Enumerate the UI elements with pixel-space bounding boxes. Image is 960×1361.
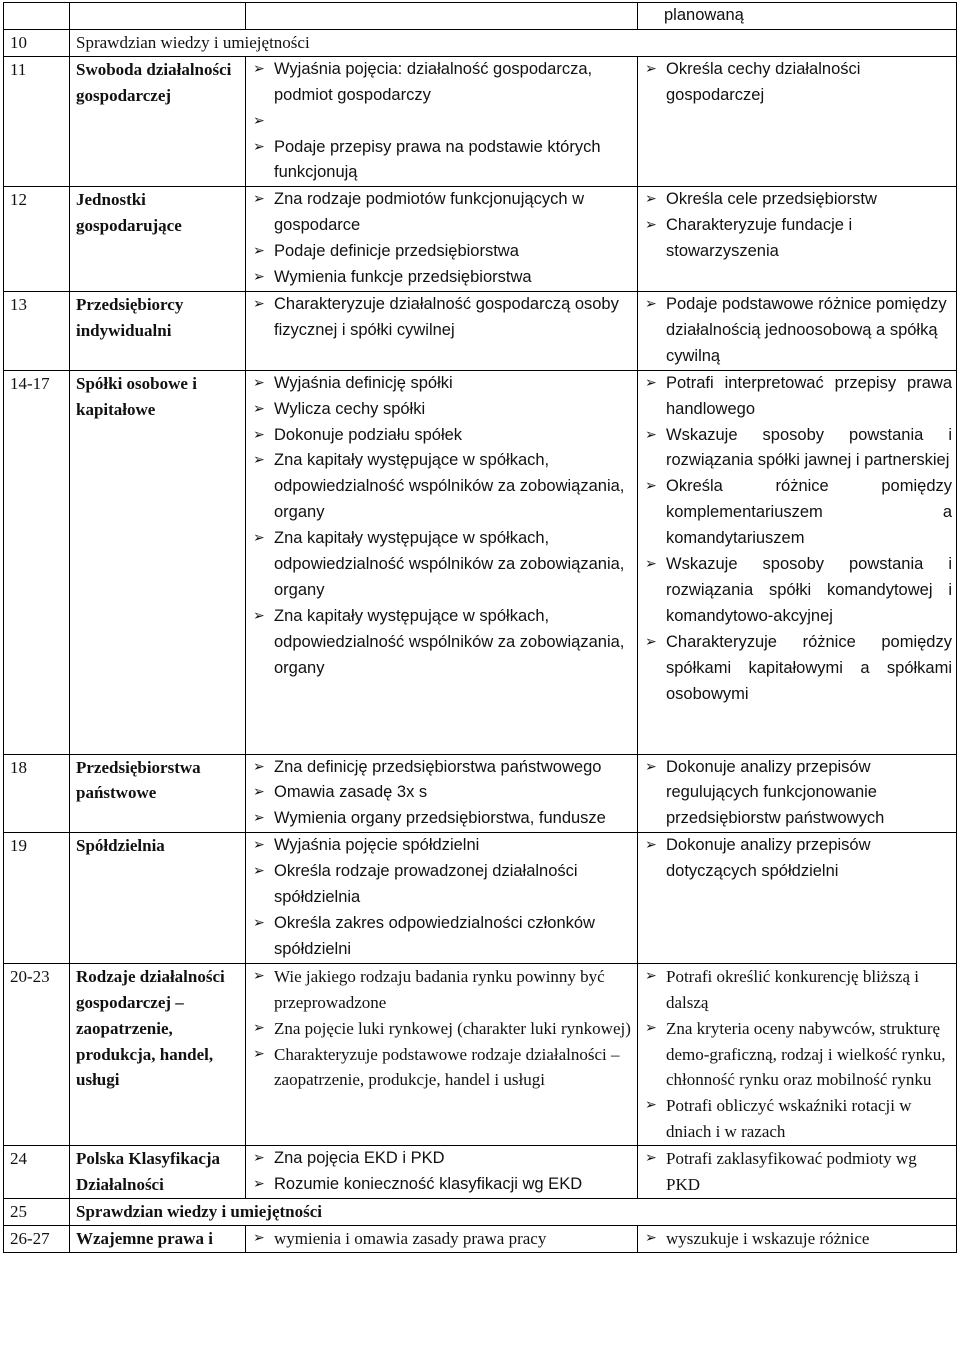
cell-basic	[246, 56, 638, 187]
cell-basic	[246, 370, 638, 754]
basic-item: ➢ Wyjaśnia pojęcia: działalność gospodarcza, podmiot gospodarczy	[252, 57, 633, 109]
cell-num: 11	[4, 56, 70, 187]
table-row-18	[4, 754, 957, 833]
table-row-12	[4, 187, 957, 292]
cell-extended	[638, 291, 957, 370]
basic-item: ➢ Podaje przepisy prawa na podstawie których funkcjonują	[252, 135, 633, 187]
cell-extended	[638, 3, 957, 30]
extended-item: ➢ Zna kryteria oceny nabywców, strukturę demo-graficzną, rodzaj i wielkość rynku, chłonność rynku oraz mobilność rynku	[644, 1016, 952, 1094]
cell-topic: Przedsiębiorstwa państwowe	[70, 754, 246, 833]
extended-item: ➢ Potrafi określić konkurencję bliższą i dalszą	[644, 964, 952, 1016]
extended-item: ➢ Dokonuje analizy przepisów regulujących funkcjonowanie przedsiębiorstw państwowych	[644, 755, 952, 833]
basic-item: ➢ wymienia i omawia zasady prawa pracy	[252, 1226, 633, 1252]
curriculum-table	[3, 2, 957, 1253]
cell-basic	[246, 3, 638, 30]
cell-extended	[638, 187, 957, 292]
extended-item: ➢ Potrafi obliczyć wskaźniki rotacji w dniach i w razach	[644, 1093, 952, 1145]
continuation-text: planowaną	[664, 6, 744, 24]
extended-item: ➢ Dokonuje analizy przepisów dotyczących spółdzielni	[644, 833, 952, 885]
cell-num: 12	[4, 187, 70, 292]
basic-item: ➢ Wie jakiego rodzaju badania rynku powinny być przeprowadzone	[252, 964, 633, 1016]
cell-extended	[638, 963, 957, 1145]
cell-topic	[70, 3, 246, 30]
cell-num: 20-23	[4, 963, 70, 1145]
cell-topic: Rodzaje działalności gospodarczej – zaopatrzenie, produkcja, handel, usługi	[70, 963, 246, 1145]
basic-item: ➢ Charakteryzuje działalność gospodarczą osoby fizycznej i spółki cywilnej	[252, 292, 633, 344]
basic-item: ➢ Wyjaśnia pojęcie spółdzielni	[252, 833, 633, 859]
basic-item: ➢ Dokonuje podziału spółek	[252, 423, 633, 449]
cell-basic	[246, 187, 638, 292]
basic-item: ➢ Wymienia funkcje przedsiębiorstwa	[252, 265, 633, 291]
table-row-14-17	[4, 370, 957, 754]
extended-item: ➢ Wskazuje sposoby powstania i rozwiązania spółki jawnej i partnerskiej	[644, 423, 952, 475]
cell-span-text: Sprawdzian wiedzy i umiejętności	[70, 1198, 957, 1225]
extended-item: ➢ Wskazuje sposoby powstania i rozwiązania spółki komandytowej i komandytowo-akcyjnej	[644, 552, 952, 630]
basic-item: ➢ Zna kapitały występujące w spółkach, odpowiedzialność wspólników za zobowiązania, organy	[252, 448, 633, 526]
basic-item: ➢ Omawia zasadę 3x s	[252, 780, 633, 806]
extended-item: ➢ Potrafi zaklasyfikować podmioty wg PKD	[644, 1146, 952, 1198]
basic-item: ➢ Zna rodzaje podmiotów funkcjonujących w gospodarce	[252, 187, 633, 239]
table-row-26-27	[4, 1225, 957, 1252]
basic-item: ➢ Określa zakres odpowiedzialności członków spółdzielni	[252, 911, 633, 963]
basic-item: ➢ Charakteryzuje podstawowe rodzaje działalności – zaopatrzenie, produkcje, handel i usługi	[252, 1042, 633, 1094]
cell-num: 19	[4, 833, 70, 964]
cell-extended	[638, 754, 957, 833]
cell-extended	[638, 833, 957, 964]
table-row-19	[4, 833, 957, 964]
table-row-25	[4, 1198, 957, 1225]
table-row-20-23	[4, 963, 957, 1145]
cell-extended	[638, 370, 957, 754]
basic-item: ➢ Zna kapitały występujące w spółkach, odpowiedzialność wspólników za zobowiązania, organy	[252, 526, 633, 604]
basic-item: ➢ Zna pojęcia EKD i PKD	[252, 1146, 633, 1172]
table-row-10	[4, 29, 957, 56]
cell-extended	[638, 56, 957, 187]
cell-topic: Przedsiębiorcy indywidualni	[70, 291, 246, 370]
basic-item: ➢ Zna pojęcie luki rynkowej (charakter luki rynkowej)	[252, 1016, 633, 1042]
basic-item: ➢ Wymienia organy przedsiębiorstwa, fundusze	[252, 806, 633, 832]
basic-item: ➢ Rozumie konieczność klasyfikacji wg EKD	[252, 1172, 633, 1198]
extended-item: ➢ Określa cechy działalności gospodarczej	[644, 57, 952, 109]
cell-num: 13	[4, 291, 70, 370]
basic-item: ➢ Wylicza cechy spółki	[252, 397, 633, 423]
basic-item-empty	[252, 109, 633, 135]
cell-extended	[638, 1225, 957, 1252]
basic-item: ➢ Zna kapitały występujące w spółkach, odpowiedzialność wspólników za zobowiązania, organy	[252, 604, 633, 682]
extended-item: ➢ Określa cele przedsiębiorstw	[644, 187, 952, 213]
basic-item: ➢ Określa rodzaje prowadzonej działalności spółdzielnia	[252, 859, 633, 911]
cell-topic: Spółdzielnia	[70, 833, 246, 964]
cell-num: 26-27	[4, 1225, 70, 1252]
cell-basic	[246, 291, 638, 370]
table-row-continuation	[4, 3, 957, 30]
cell-topic: Polska Klasyfikacja Działalności	[70, 1146, 246, 1199]
basic-item: ➢ Wyjaśnia definicję spółki	[252, 371, 633, 397]
cell-num: 10	[4, 29, 70, 56]
cell-basic	[246, 963, 638, 1145]
cell-topic: Jednostki gospodarujące	[70, 187, 246, 292]
extended-item: ➢ Charakteryzuje różnice pomiędzy spółkami kapitałowymi a spółkami osobowymi	[644, 630, 952, 708]
cell-topic: Spółki osobowe i kapitałowe	[70, 370, 246, 754]
cell-num	[4, 3, 70, 30]
basic-item: ➢ Podaje definicje przedsiębiorstwa	[252, 239, 633, 265]
extended-item: ➢ Podaje podstawowe różnice pomiędzy działalnością jednoosobową a spółką cywilną	[644, 292, 952, 370]
extended-item: ➢ Potrafi interpretować przepisy prawa handlowego	[644, 371, 952, 423]
cell-num: 14-17	[4, 370, 70, 754]
cell-basic	[246, 1225, 638, 1252]
cell-basic	[246, 1146, 638, 1199]
cell-extended	[638, 1146, 957, 1199]
extended-item: ➢ Charakteryzuje fundacje i stowarzyszenia	[644, 213, 952, 265]
table-row-24	[4, 1146, 957, 1199]
table-row-13	[4, 291, 957, 370]
cell-num: 24	[4, 1146, 70, 1199]
extended-item: ➢ Określa różnice pomiędzy komplementariuszem a komandytariuszem	[644, 474, 952, 552]
cell-num: 18	[4, 754, 70, 833]
cell-basic	[246, 833, 638, 964]
cell-topic: Swoboda działalności gospodarczej	[70, 56, 246, 187]
basic-item: ➢ Zna definicję przedsiębiorstwa państwowego	[252, 755, 633, 781]
cell-basic	[246, 754, 638, 833]
extended-item: ➢ wyszukuje i wskazuje różnice	[644, 1226, 952, 1252]
cell-span-text: Sprawdzian wiedzy i umiejętności	[70, 29, 957, 56]
cell-num: 25	[4, 1198, 70, 1225]
table-row-11	[4, 56, 957, 187]
cell-topic: Wzajemne prawa i	[70, 1225, 246, 1252]
